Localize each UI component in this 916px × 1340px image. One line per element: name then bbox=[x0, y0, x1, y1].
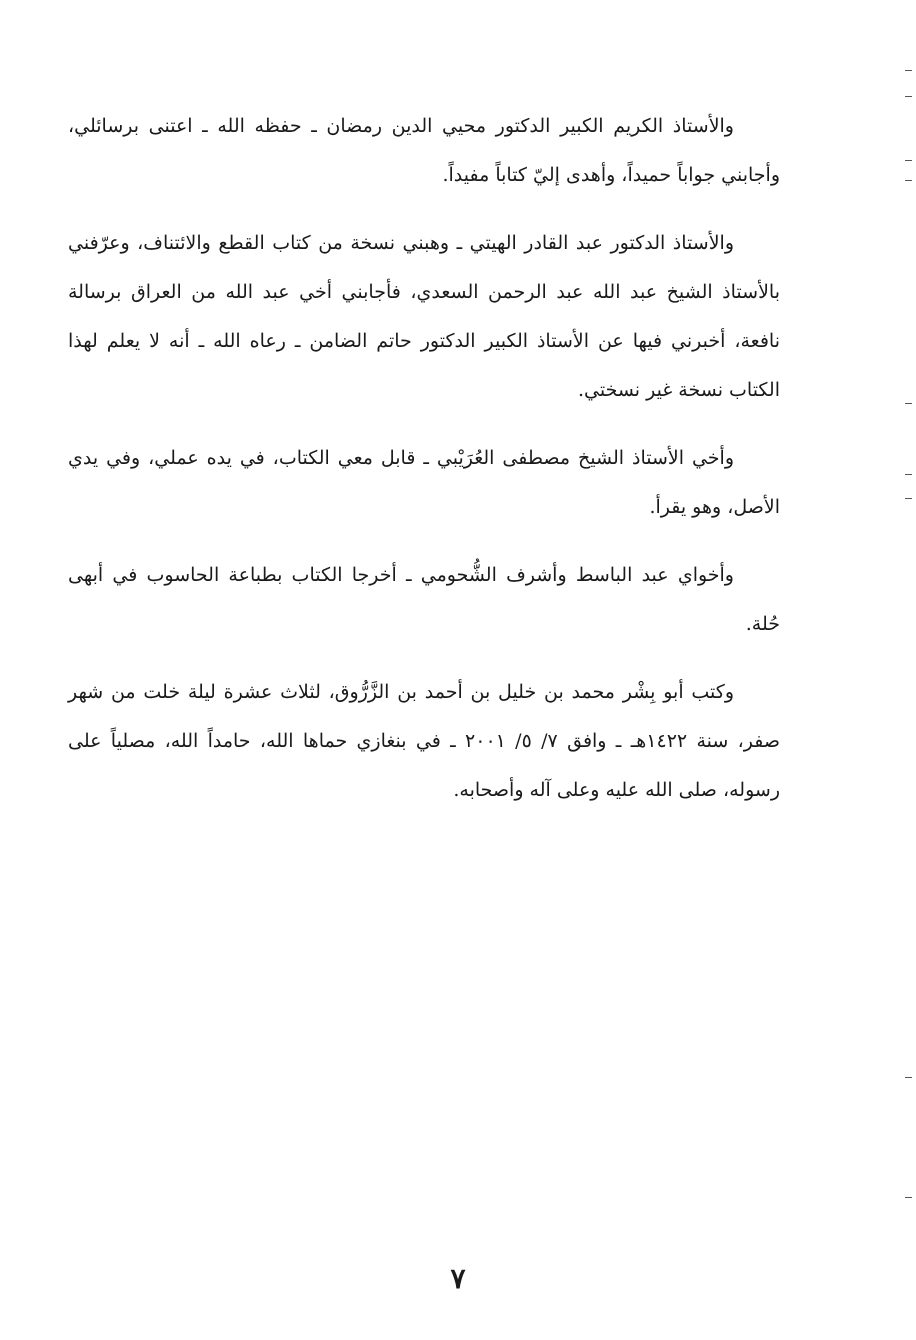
paragraph-acknowledgement-uraybi: وأخي الأستاذ الشيخ مصطفى العُرَيْبي ـ قابل معي الكتاب، في يده عملي، وفي يدي الأصل، وهو يقرأ. bbox=[68, 447, 780, 518]
body-text bbox=[68, 102, 780, 834]
paragraph-acknowledgement-shuhumi: وأخواي عبد الباسط وأشرف الشُّحومي ـ أخرجا الكتاب بطباعة الحاسوب في أبهى حُلة. bbox=[68, 564, 780, 635]
scan-edge-mark bbox=[905, 403, 912, 404]
paragraph-acknowledgement-hiti: والأستاذ الدكتور عبد القادر الهيتي ـ وهبني نسخة من كتاب القطع والائتناف، وعرّفني بالأستاذ الشيخ عبد الله عبد الرحمن السعدي، فأجابني أخي عبد الله من العراق برسالة نافعة، أخبرني فيها عن الأستاذ الكبير الدكتور حاتم الضامن ـ رعاه الله ـ أنه لا يعلم لهذا الكتاب نسخة غير نسختي. bbox=[68, 232, 780, 401]
scan-edge-mark bbox=[905, 160, 912, 161]
scan-edge-mark bbox=[905, 70, 912, 71]
scan-edge-mark bbox=[905, 1197, 912, 1198]
page-number: ٧ bbox=[450, 1262, 466, 1295]
scan-edge-mark bbox=[905, 96, 912, 97]
paragraph-signature: وكتب أبو بِشْر محمد بن خليل بن أحمد بن الزَّرُّوق، لثلاث عشرة ليلة خلت من شهر صفر، سنة ١٤٢٢هـ ـ وافق ٧/ ٥/ ٢٠٠١ ـ في بنغازي حماها الله، حامداً الله، مصلياً على رسوله، صلى الله عليه وعلى آله وأصحابه. bbox=[68, 681, 780, 801]
scan-edge-mark bbox=[905, 474, 912, 475]
paragraph-acknowledgement-ramadan: والأستاذ الكريم الكبير الدكتور محيي الدين رمضان ـ حفظه الله ـ اعتنى برسائلي، وأجابني جواباً حميداً، وأهدى إليّ كتاباً مفيداً. bbox=[68, 115, 780, 186]
scan-edge-mark bbox=[905, 180, 912, 181]
scan-edge-mark bbox=[905, 498, 912, 499]
scan-edge-mark bbox=[905, 1077, 912, 1078]
